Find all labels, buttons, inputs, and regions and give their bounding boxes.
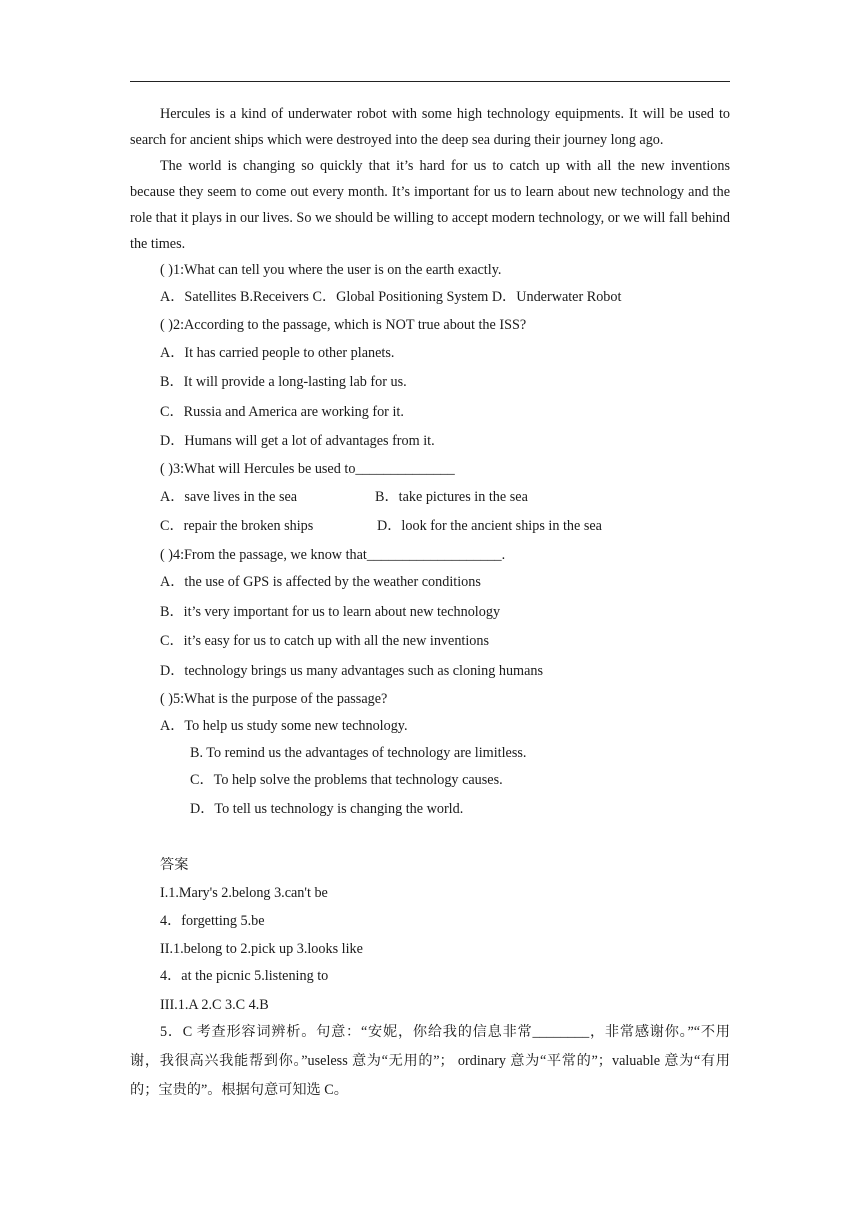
question-1-options: A．Satellites B.Receivers C．Global Positioning System D．Underwater Robot (160, 289, 622, 305)
question-3-option-a: A．save lives in the sea (160, 489, 298, 505)
question-3-stem: ( )3:What will Hercules be used to______________ (160, 461, 455, 477)
question-4-option-c: C．it’s easy for us to catch up with all the new inventions (160, 633, 490, 649)
question-4-option-a: A．the use of GPS is affected by the weather conditions (160, 574, 481, 590)
answer-line-1: I.1.Mary's 2.belong 3.can't be (160, 885, 328, 901)
question-2-option-b: B．It will provide a long-lasting lab for us. (160, 374, 407, 390)
question-5-option-c: C．To help solve the problems that technology causes. (190, 772, 503, 788)
question-3-option-b: B．take pictures in the sea (375, 489, 528, 505)
answer-line-4: 4．at the picnic 5.listening to (160, 968, 329, 984)
question-4-option-d: D．technology brings us many advantages such as cloning humans (160, 663, 543, 679)
passage-paragraph-2: The world is changing so quickly that it’s hard for us to catch up with all the new inventions because they seem to come out every month. It’s important for us to learn about new technology and the role that it plays in our lives. So we should be willing to accept modern technology, or we will fall behind the times. (130, 158, 730, 252)
header-rule (130, 81, 730, 82)
question-5-stem: ( )5:What is the purpose of the passage? (160, 691, 388, 707)
question-4-option-b: B．it’s very important for us to learn about new technology (160, 604, 501, 620)
answer-line-2: 4．forgetting 5.be (160, 913, 265, 929)
question-2-option-a: A．It has carried people to other planets. (160, 345, 395, 361)
question-3-option-c: C．repair the broken ships (160, 518, 314, 534)
answer-heading: 答案 (160, 857, 189, 873)
question-5-option-a: A．To help us study some new technology. (160, 718, 408, 734)
answer-explanation: 5．C 考查形容词辨析。句意：“安妮，你给我的信息非常________，非常感谢你。”“不用谢，我很高兴我能帮到你。”useless 意为“无用的”； ordinary 意为“平常的”；valuable 意为“有用的；宝贵的”。根据句意可知选 C。 (130, 1024, 730, 1098)
question-2-stem: ( )2:According to the passage, which is NOT true about the ISS? (160, 317, 527, 333)
question-2-option-d: D．Humans will get a lot of advantages from it. (160, 433, 435, 449)
answer-line-5: III.1.A 2.C 3.C 4.B (160, 997, 269, 1013)
question-4-stem: ( )4:From the passage, we know that___________________. (160, 547, 506, 563)
question-5-option-b: B. To remind us the advantages of technology are limitless. (190, 745, 527, 761)
question-3-option-d: D．look for the ancient ships in the sea (377, 518, 602, 534)
question-2-option-c: C．Russia and America are working for it. (160, 404, 404, 420)
answer-line-3: II.1.belong to 2.pick up 3.looks like (160, 941, 363, 957)
question-1-stem: ( )1:What can tell you where the user is on the earth exactly. (160, 262, 502, 278)
passage-paragraph-1: Hercules is a kind of underwater robot with some high technology equipments. It will be used to search for ancient ships which were destroyed into the deep sea during their journey long ago. (130, 106, 730, 148)
question-5-option-d: D．To tell us technology is changing the world. (190, 801, 464, 817)
